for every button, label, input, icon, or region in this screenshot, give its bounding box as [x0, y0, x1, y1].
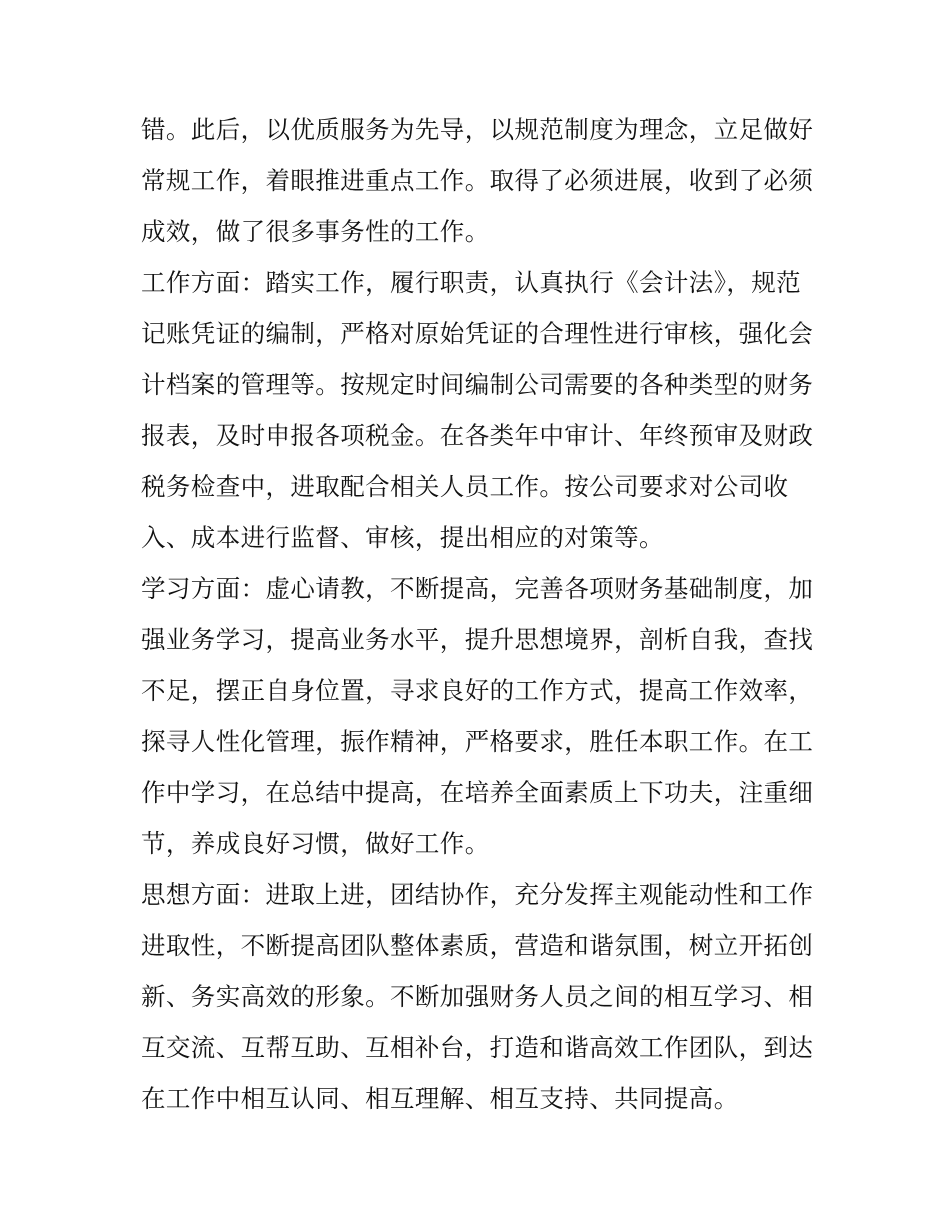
text-line: 成效，做了很多事务性的工作。 — [141, 217, 490, 246]
text-line: 探寻人性化管理，振作精神，严格要求，胜任本职工作。在工 — [141, 727, 814, 756]
text-line: 新、务实高效的形象。不断加强财务人员之间的相互学习、相 — [141, 982, 814, 1011]
text-line: 进取性，不断提高团队整体素质，营造和谐氛围，树立开拓创 — [141, 931, 814, 960]
text-line: 不足，摆正自身位置，寻求良好的工作方式，提高工作效率， — [141, 676, 814, 705]
text-line: 工作方面：踏实工作，履行职责，认真执行《会计法》，规范 — [141, 268, 802, 297]
text-line: 记账凭证的编制，严格对原始凭证的合理性进行审核，强化会 — [141, 319, 814, 348]
text-line: 互交流、互帮互助、互相补台，打造和谐高效工作团队，到达 — [141, 1033, 814, 1062]
text-line: 作中学习，在总结中提高，在培养全面素质上下功夫，注重细 — [141, 778, 814, 807]
text-line: 错。此后，以优质服务为先导，以规范制度为理念，立足做好 — [141, 115, 814, 144]
text-line: 在工作中相互认同、相互理解、相互支持、共同提高。 — [141, 1084, 739, 1113]
text-line: 节，养成良好习惯，做好工作。 — [141, 829, 490, 858]
document-body — [141, 104, 821, 1124]
text-line: 计档案的管理等。按规定时间编制公司需要的各种类型的财务 — [141, 370, 814, 399]
text-line: 思想方面：进取上进，团结协作，充分发挥主观能动性和工作 — [141, 880, 814, 909]
text-line: 学习方面：虚心请教，不断提高，完善各项财务基础制度，加 — [141, 574, 814, 603]
text-line: 常规工作，着眼推进重点工作。取得了必须进展，收到了必须 — [141, 166, 814, 195]
text-line: 强业务学习，提高业务水平，提升思想境界，剖析自我，查找 — [141, 625, 814, 654]
text-line: 税务检查中，进取配合相关人员工作。按公司要求对公司收 — [141, 472, 789, 501]
text-line: 报表，及时申报各项税金。在各类年中审计、年终预审及财政 — [141, 421, 814, 450]
text-line: 入、成本进行监督、审核，提出相应的对策等。 — [141, 523, 664, 552]
